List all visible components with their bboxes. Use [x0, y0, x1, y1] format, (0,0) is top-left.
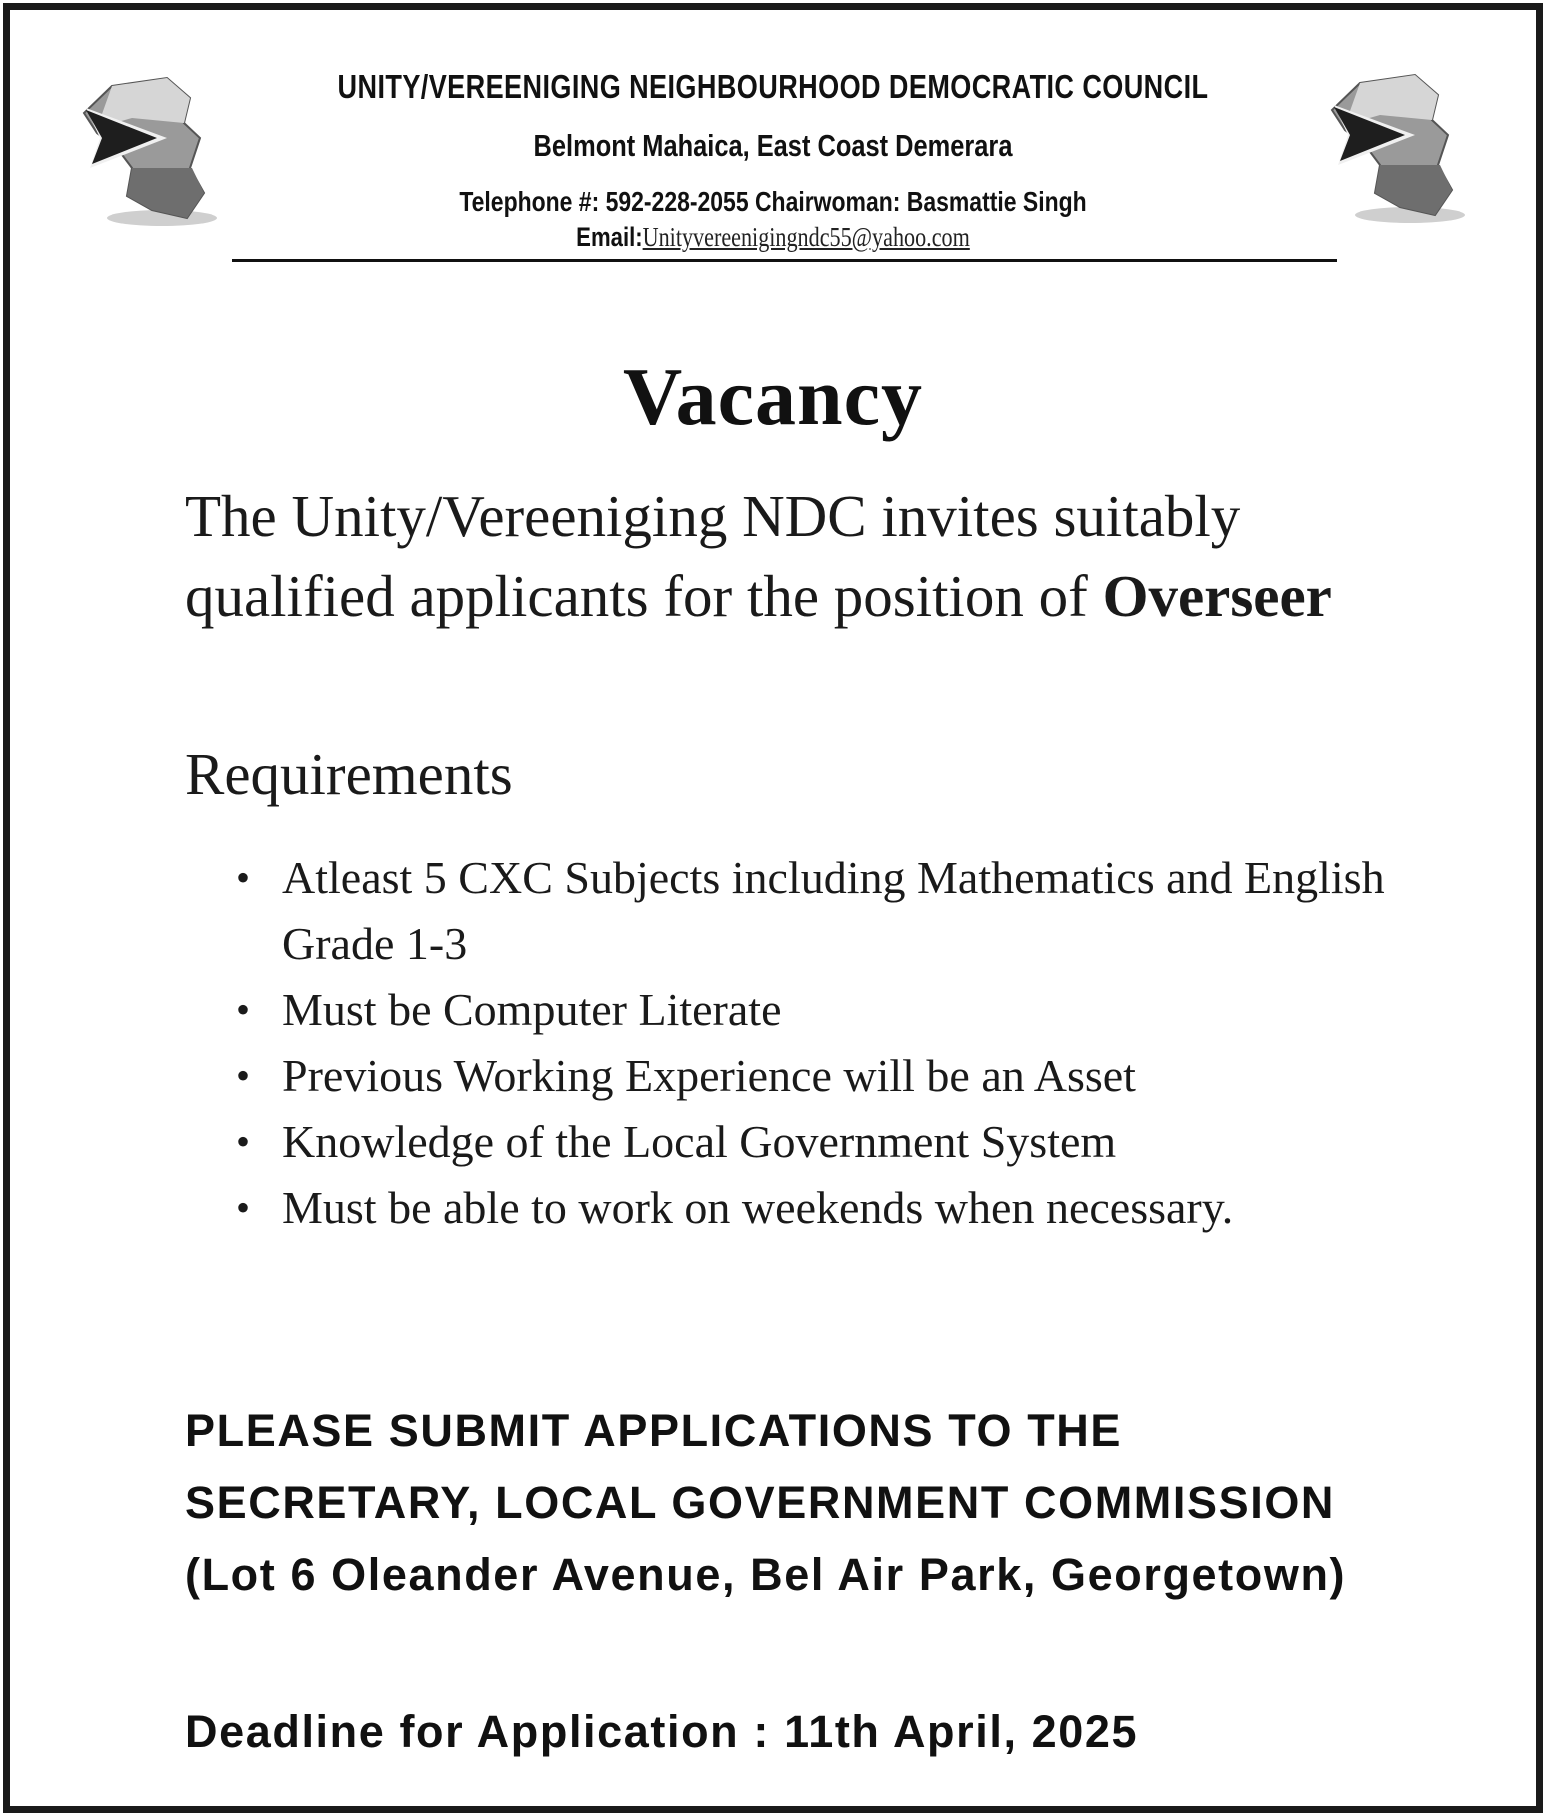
- requirement-text: Must be Computer Literate: [282, 984, 782, 1035]
- intro-text: The Unity/Vereeniging NDC invites suitably qualified applicants for the position of: [185, 483, 1241, 629]
- bullet-icon: •: [236, 987, 251, 1032]
- council-name: UNITY/VEREENIGING NEIGHBOURHOOD DEMOCRATIC COUNCIL: [337, 68, 1209, 105]
- requirements-heading: Requirements: [185, 741, 513, 807]
- email-label: Email:: [576, 222, 643, 252]
- council-contact: Telephone #: 592-228-2055 Chairwoman: Basmattie Singh: [459, 186, 1087, 217]
- submission-instructions: PLEASE SUBMIT APPLICATIONS TO THE SECRETARY, LOCAL GOVERNMENT COMMISSION (Lot 6 Oleander Avenue, Bel Air Park, Georgetown): [185, 1405, 1347, 1600]
- list-item: [236, 1175, 1416, 1241]
- requirement-text: Previous Working Experience will be an Asset: [282, 1050, 1136, 1101]
- bullet-icon: •: [236, 1119, 251, 1164]
- position-title: Overseer: [1102, 563, 1332, 629]
- council-address: Belmont Mahaica, East Coast Demerara: [533, 128, 1013, 163]
- header-divider: [232, 259, 1337, 262]
- notice-frame: [3, 3, 1543, 1813]
- list-item: [236, 977, 1416, 1043]
- page-title: Vacancy: [622, 351, 924, 442]
- council-email-line: [147, 222, 1398, 253]
- list-item: [236, 1043, 1416, 1109]
- bullet-icon: •: [236, 855, 251, 900]
- list-item: [236, 1109, 1416, 1175]
- requirement-text: Atleast 5 CXC Subjects including Mathematics and English Grade 1-3: [282, 852, 1385, 969]
- intro-paragraph: [185, 476, 1385, 636]
- bullet-icon: •: [236, 1053, 251, 1098]
- requirement-text: Knowledge of the Local Government System: [282, 1116, 1117, 1167]
- bullet-icon: •: [236, 1185, 251, 1230]
- email-link[interactable]: Unityvereenigingndc55@yahoo.com: [642, 222, 970, 252]
- application-deadline: Deadline for Application : 11th April, 2025: [185, 1706, 1139, 1757]
- requirement-text: Must be able to work on weekends when necessary.: [282, 1182, 1234, 1233]
- requirements-list: [236, 845, 1416, 1241]
- list-item: [236, 845, 1416, 977]
